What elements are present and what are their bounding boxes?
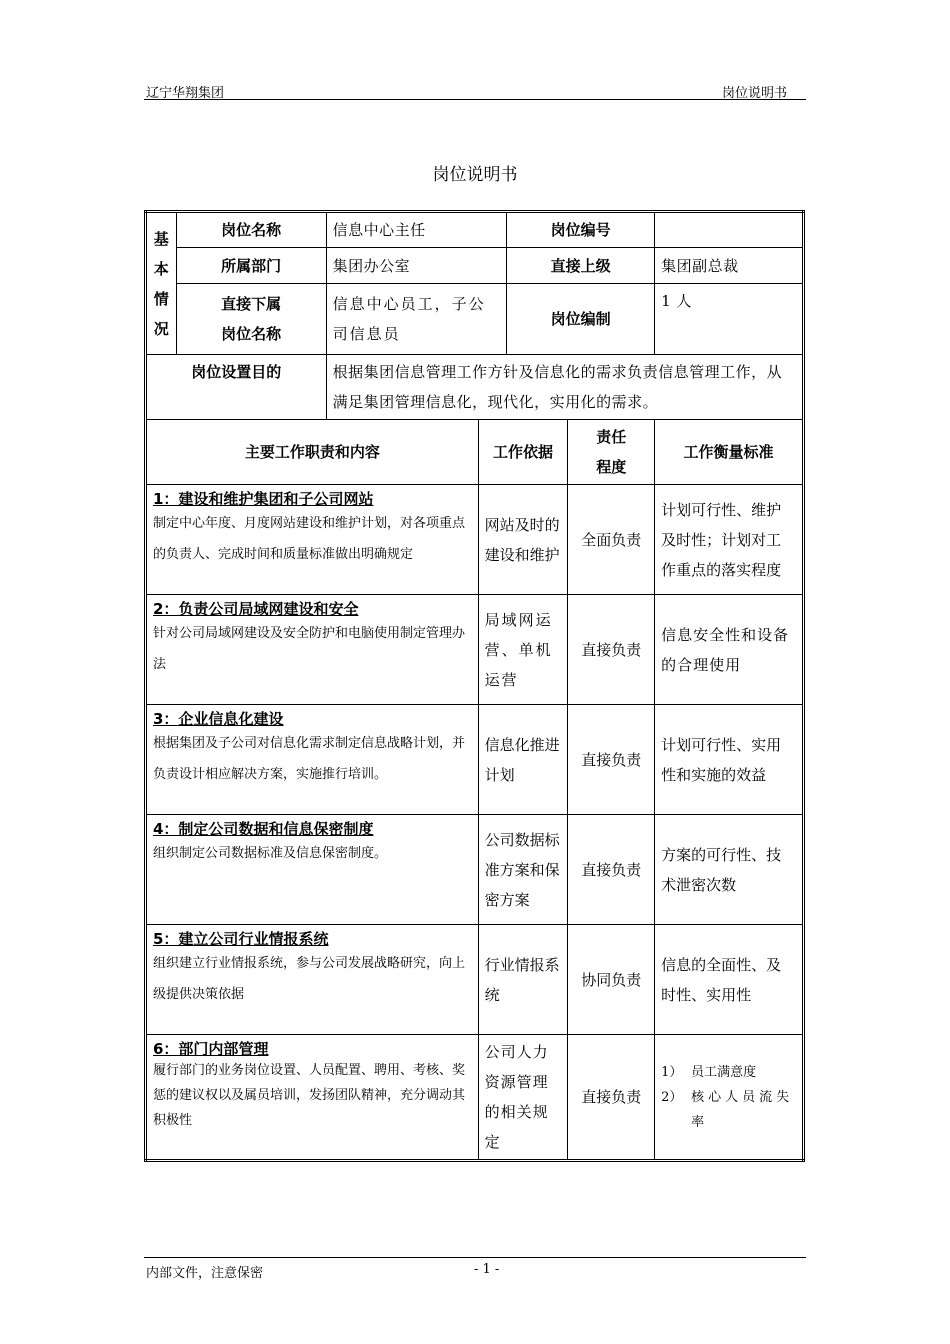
duties-basis-header: 工作依据 (478, 420, 568, 485)
subordinates-label-line1: 直接下属 (221, 295, 282, 313)
duty-row (146, 595, 804, 705)
job-description-table (144, 210, 805, 1162)
position-code-label: 岗位编号 (507, 212, 655, 248)
standard-list-item (661, 1085, 796, 1135)
section-char-3: 情 (153, 289, 169, 308)
duty-responsibility: 协同负责 (568, 925, 655, 1035)
duty-basis: 公司人力资源管理的相关规定 (478, 1035, 568, 1161)
footer-confidential: 内部文件，注意保密 (146, 1266, 264, 1281)
duty-basis: 信息化推进计划 (478, 705, 568, 815)
resp-header-line2: 程度 (596, 458, 627, 476)
duties-header-row (146, 420, 804, 485)
list-number: 2） (661, 1089, 683, 1105)
duty-row (146, 815, 804, 925)
duty-responsibility: 直接负责 (568, 815, 655, 925)
purpose-label: 岗位设置目的 (146, 355, 327, 420)
duty-standard: 信息安全性和设备的合理使用 (655, 595, 804, 705)
header-company: 辽宁华翔集团 (146, 86, 225, 101)
duty-description: 组织制定公司数据标准及信息保密制度。 (153, 846, 388, 861)
resp-header-line1: 责任 (596, 428, 627, 446)
list-number: 1） (661, 1064, 683, 1080)
duty-content (146, 485, 479, 595)
duty-description: 履行部门的业务岗位设置、人员配置、聘用、考核、奖惩的建议权以及属员培训，发扬团队精神，充分调动其积极性 (153, 1063, 466, 1128)
subordinates-label-line2: 岗位名称 (221, 325, 282, 343)
list-text: 核心人员流失率 (691, 1089, 794, 1130)
purpose-text: 根据集团信息管理工作方针及信息化的需求负责信息管理工作，从满足集团管理信息化，现代化，实用化的需求。 (326, 355, 803, 420)
duty-content (146, 815, 479, 925)
basic-row-3 (146, 284, 804, 355)
duty-standard: 方案的可行性、技术泄密次数 (655, 815, 804, 925)
duty-responsibility: 直接负责 (568, 1035, 655, 1161)
duty-row (146, 925, 804, 1035)
header-doc-title: 岗位说明书 (722, 86, 788, 101)
duty-title: 2：负责公司局域网建设和安全 (153, 600, 359, 618)
duty-standard: 信息的全面性、及时性、实用性 (655, 925, 804, 1035)
basic-row-1 (146, 212, 804, 248)
duty-description: 制定中心年度、月度网站建设和维护计划，对各项重点的负责人、完成时间和质量标准做出明确规定 (153, 516, 466, 562)
duties-resp-header (568, 420, 655, 485)
position-name-label: 岗位名称 (176, 212, 326, 248)
duty-basis: 局域网运营、单机运营 (478, 595, 568, 705)
supervisor-label: 直接上级 (507, 248, 655, 284)
duty-basis: 行业情报系统 (478, 925, 568, 1035)
basic-row-2 (146, 248, 804, 284)
duty-content (146, 705, 479, 815)
duty-title: 1：建设和维护集团和子公司网站 (153, 490, 374, 508)
duties-standard-header: 工作衡量标准 (655, 420, 804, 485)
duty-content (146, 1035, 479, 1161)
standard-list-item (661, 1060, 796, 1085)
duty-content (146, 925, 479, 1035)
duty-title: 6：部门内部管理 (153, 1040, 269, 1058)
duty-title: 4：制定公司数据和信息保密制度 (153, 820, 374, 838)
header-rule (144, 99, 806, 100)
duty-title: 3：企业信息化建设 (153, 710, 284, 728)
footer-page-number: - 1 - (474, 1262, 500, 1277)
duty-responsibility: 直接负责 (568, 705, 655, 815)
standard-list (661, 1060, 796, 1135)
duty-description: 根据集团及子公司对信息化需求制定信息战略计划，并负责设计相应解决方案，实施推行培训。 (153, 736, 466, 782)
headcount-value: 1 人 (655, 284, 804, 355)
duty-row (146, 1035, 804, 1161)
duty-title: 5：建立公司行业情报系统 (153, 930, 329, 948)
subordinates-value: 信息中心员工，子公司信息员 (326, 284, 507, 355)
duty-basis: 网站及时的建设和维护 (478, 485, 568, 595)
basic-section-label (146, 212, 177, 355)
duty-row (146, 485, 804, 595)
duty-description: 组织建立行业情报系统，参与公司发展战略研究，向上级提供决策依据 (153, 956, 466, 1002)
duty-description: 针对公司局域网建设及安全防护和电脑使用制定管理办法 (153, 626, 466, 672)
duty-standard (655, 1035, 804, 1161)
footer-rule (144, 1257, 806, 1258)
duty-responsibility: 直接负责 (568, 595, 655, 705)
list-text: 员工满意度 (691, 1064, 757, 1080)
duty-standard: 计划可行性、维护及时性；计划对工作重点的落实程度 (655, 485, 804, 595)
department-label: 所属部门 (176, 248, 326, 284)
section-char-4: 况 (153, 319, 169, 338)
position-code-value (655, 212, 804, 248)
duty-content (146, 595, 479, 705)
purpose-row (146, 355, 804, 420)
position-name-value: 信息中心主任 (326, 212, 507, 248)
duty-basis: 公司数据标准方案和保密方案 (478, 815, 568, 925)
page-title: 岗位说明书 (432, 165, 518, 185)
duties-content-header: 主要工作职责和内容 (146, 420, 479, 485)
section-char-1: 基 (153, 229, 169, 248)
duty-row (146, 705, 804, 815)
supervisor-value: 集团副总裁 (655, 248, 804, 284)
subordinates-label (176, 284, 326, 355)
duty-standard: 计划可行性、实用性和实施的效益 (655, 705, 804, 815)
department-value: 集团办公室 (326, 248, 507, 284)
section-char-2: 本 (153, 259, 169, 278)
headcount-label: 岗位编制 (507, 284, 655, 355)
duty-responsibility: 全面负责 (568, 485, 655, 595)
